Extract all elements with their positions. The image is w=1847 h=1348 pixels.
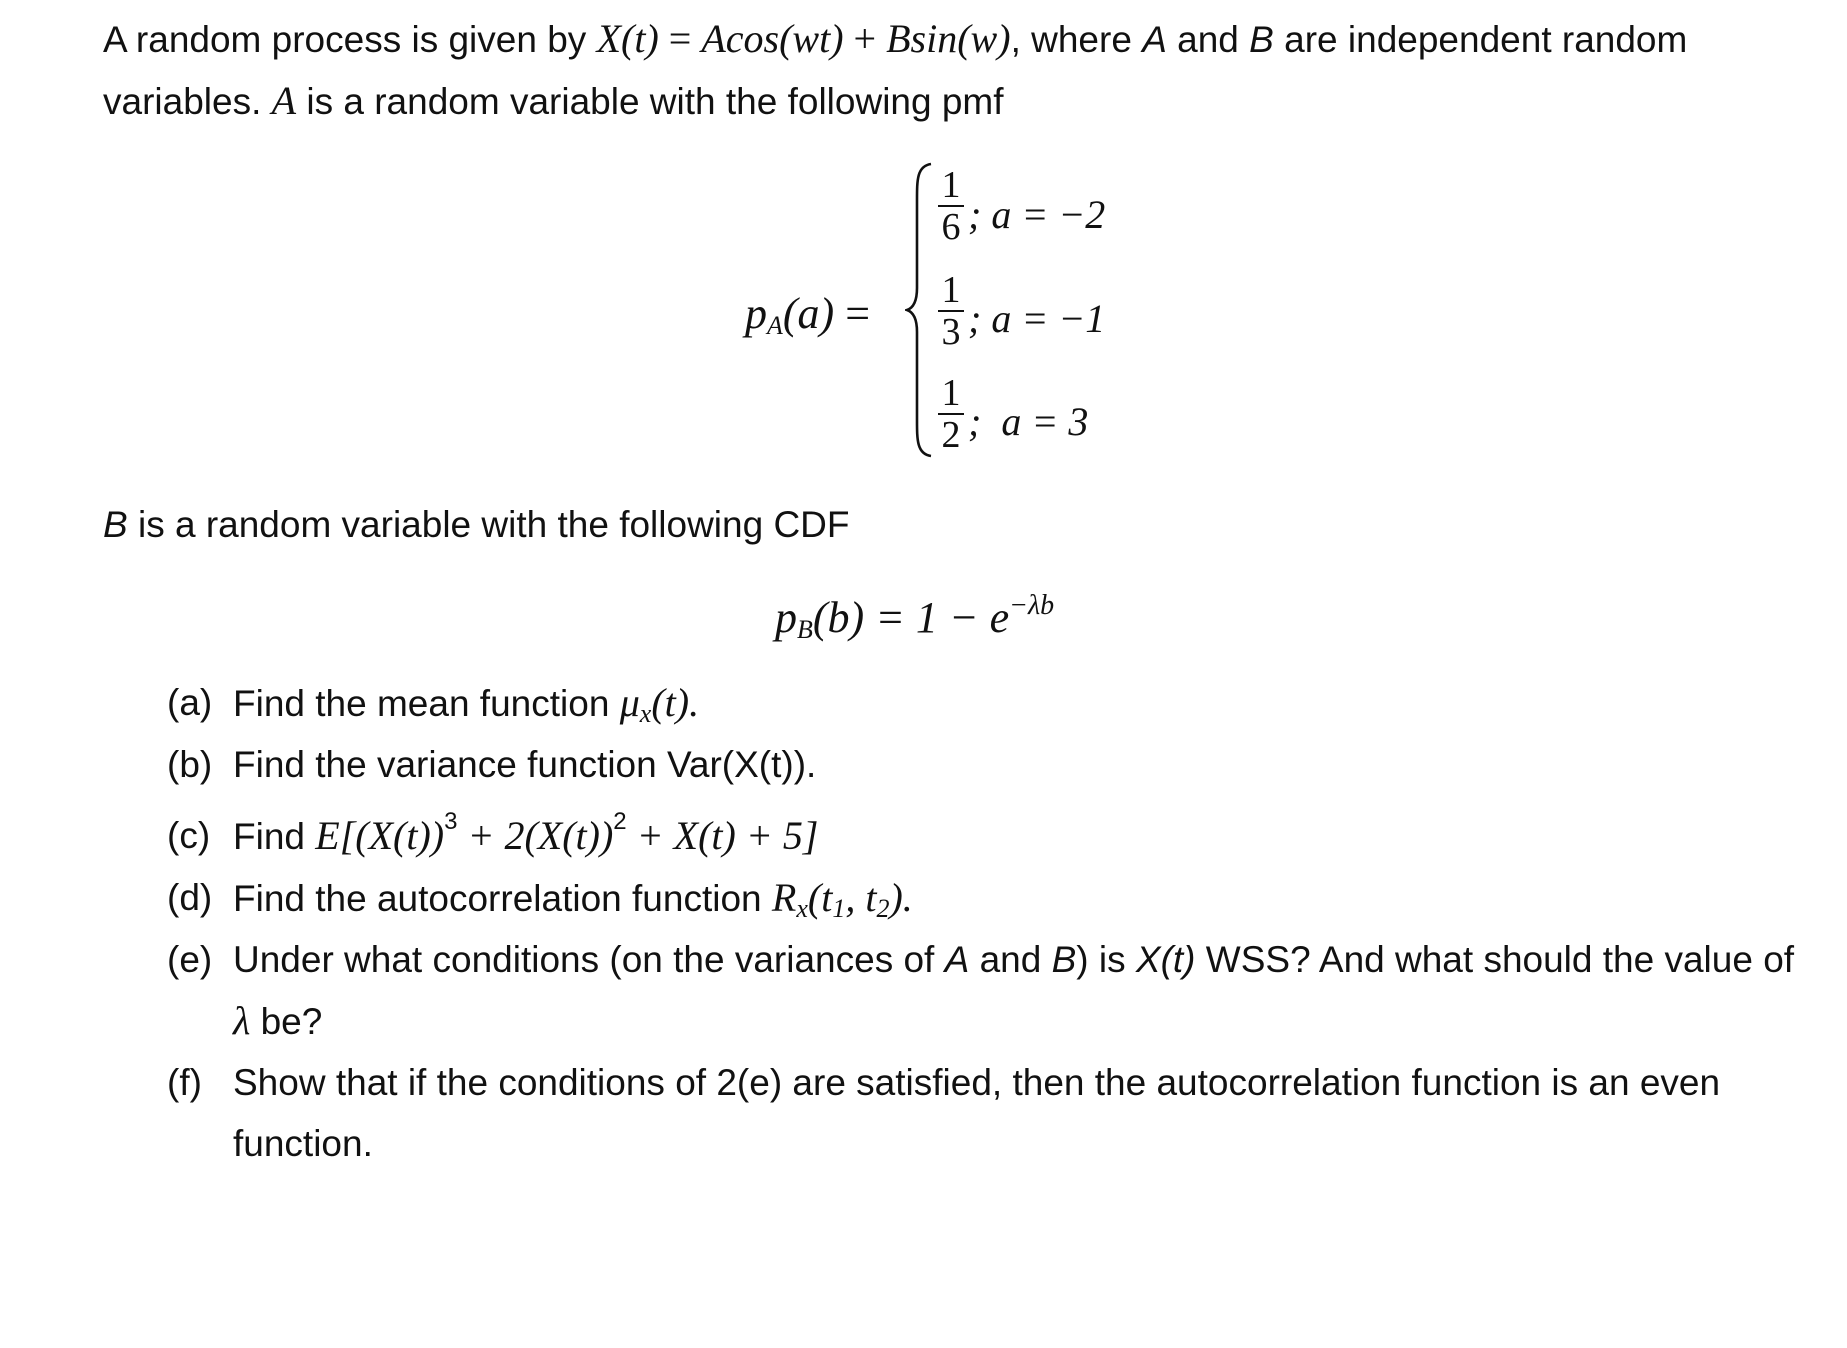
pmf-arg: (a): [782, 289, 835, 338]
case-1-condition: ; a = −2: [968, 192, 1106, 237]
left-brace-icon: [905, 160, 935, 460]
eq-w: (w): [957, 16, 1011, 61]
math-sub-1: 1: [832, 894, 846, 923]
math-sub-2: 2: [876, 894, 890, 923]
math-sub: x: [639, 699, 652, 728]
cdf-arg: (b) = 1 − e: [812, 593, 1010, 642]
var-b: B: [1051, 939, 1077, 980]
question-text: WSS? And what should the value of: [1195, 939, 1795, 980]
b-cdf-paragraph: [103, 494, 850, 555]
question-text: be?: [250, 1001, 323, 1042]
eq-equals: =: [658, 16, 702, 61]
eq-bsin: Bsin: [886, 16, 958, 61]
question-label: (e): [167, 939, 213, 980]
eq-x: X: [596, 16, 622, 61]
case-2-den: 3: [941, 311, 961, 353]
intro-text-3: are independent random variables.: [103, 19, 1688, 122]
pmf-sub: A: [767, 311, 783, 340]
var-a: A: [944, 939, 970, 980]
question-f: [167, 1052, 1817, 1174]
question-list: [167, 672, 1817, 1174]
case-3-den: 2: [941, 414, 961, 456]
math-sup-3: 3: [444, 808, 458, 835]
pmf-p: p: [745, 289, 767, 338]
question-text: ) is: [1076, 939, 1136, 980]
intro-paragraph: [103, 8, 1803, 132]
b-cdf-text: is a random variable with the following CDF: [127, 504, 850, 545]
math-sub: x: [796, 894, 808, 923]
intro-text-1: A random process is given by: [103, 19, 597, 60]
question-label: (c): [167, 815, 211, 856]
question-label: (f): [167, 1062, 202, 1103]
question-e: [167, 929, 1817, 1052]
question-c: [167, 805, 1817, 867]
question-text: Find: [233, 816, 316, 857]
question-b: [167, 734, 1817, 795]
question-text: and: [969, 939, 1052, 980]
cdf-equation: [775, 592, 1054, 643]
eq-wt: (wt): [779, 16, 844, 61]
math-lambda: λ: [233, 998, 251, 1043]
intro-text-4: is a random variable with the following pmf: [296, 81, 1004, 122]
cdf-sub: B: [797, 615, 813, 644]
var-a-2: A: [271, 78, 297, 123]
pmf-equals: =: [834, 289, 871, 338]
question-d: [167, 867, 1817, 929]
question-text: Find the autocorrelation function: [233, 878, 772, 919]
intro-and: and: [1166, 19, 1250, 60]
pmf-lhs: [745, 286, 870, 342]
eq-acos: Acos: [701, 16, 780, 61]
case-3-num: 1: [941, 372, 961, 414]
var-b-2: B: [103, 504, 128, 545]
var-xt: X(t): [1135, 939, 1196, 980]
math-arg: (t).: [651, 680, 700, 725]
case-1-den: 6: [941, 206, 961, 248]
case-1-num: 1: [941, 164, 961, 206]
intro-text-2: , where: [1010, 19, 1143, 60]
question-a: [167, 672, 1817, 734]
case-2-condition: ; a = −1: [968, 296, 1106, 341]
var-b: B: [1249, 19, 1274, 60]
question-text: Find the mean function: [233, 683, 620, 724]
eq-t: (t): [621, 16, 659, 61]
case-3-condition: ; a = 3: [968, 399, 1089, 444]
math-part-3: + X(t) + 5]: [626, 813, 819, 858]
question-text: Under what conditions (on the variances of: [233, 939, 945, 980]
math-close: ).: [889, 875, 913, 920]
case-3-fraction: [936, 374, 966, 454]
case-2-num: 1: [941, 269, 961, 311]
math-t1-open: (t: [807, 875, 833, 920]
cdf-p: p: [775, 593, 797, 642]
question-label: (b): [167, 744, 213, 785]
math-t2: , t: [845, 875, 877, 920]
eq-plus: +: [843, 16, 887, 61]
question-label: (a): [167, 682, 213, 723]
math-mu: μ: [619, 680, 640, 725]
case-1-fraction: [936, 166, 966, 246]
math-part-1: E[(X(t)): [315, 813, 445, 858]
math-sup-2: 2: [613, 808, 627, 835]
question-text: Show that if the conditions of 2(e) are satisfied, then the autocorrelation function is an even function.: [233, 1062, 1721, 1164]
var-a: A: [1142, 19, 1167, 60]
cdf-exponent: −λb: [1009, 590, 1055, 621]
question-text: Find the variance function Var(X(t)).: [233, 744, 817, 785]
math-part-2: + 2(X(t)): [457, 813, 614, 858]
case-2-fraction: [936, 271, 966, 351]
question-label: (d): [167, 877, 213, 918]
math-r: R: [771, 875, 797, 920]
